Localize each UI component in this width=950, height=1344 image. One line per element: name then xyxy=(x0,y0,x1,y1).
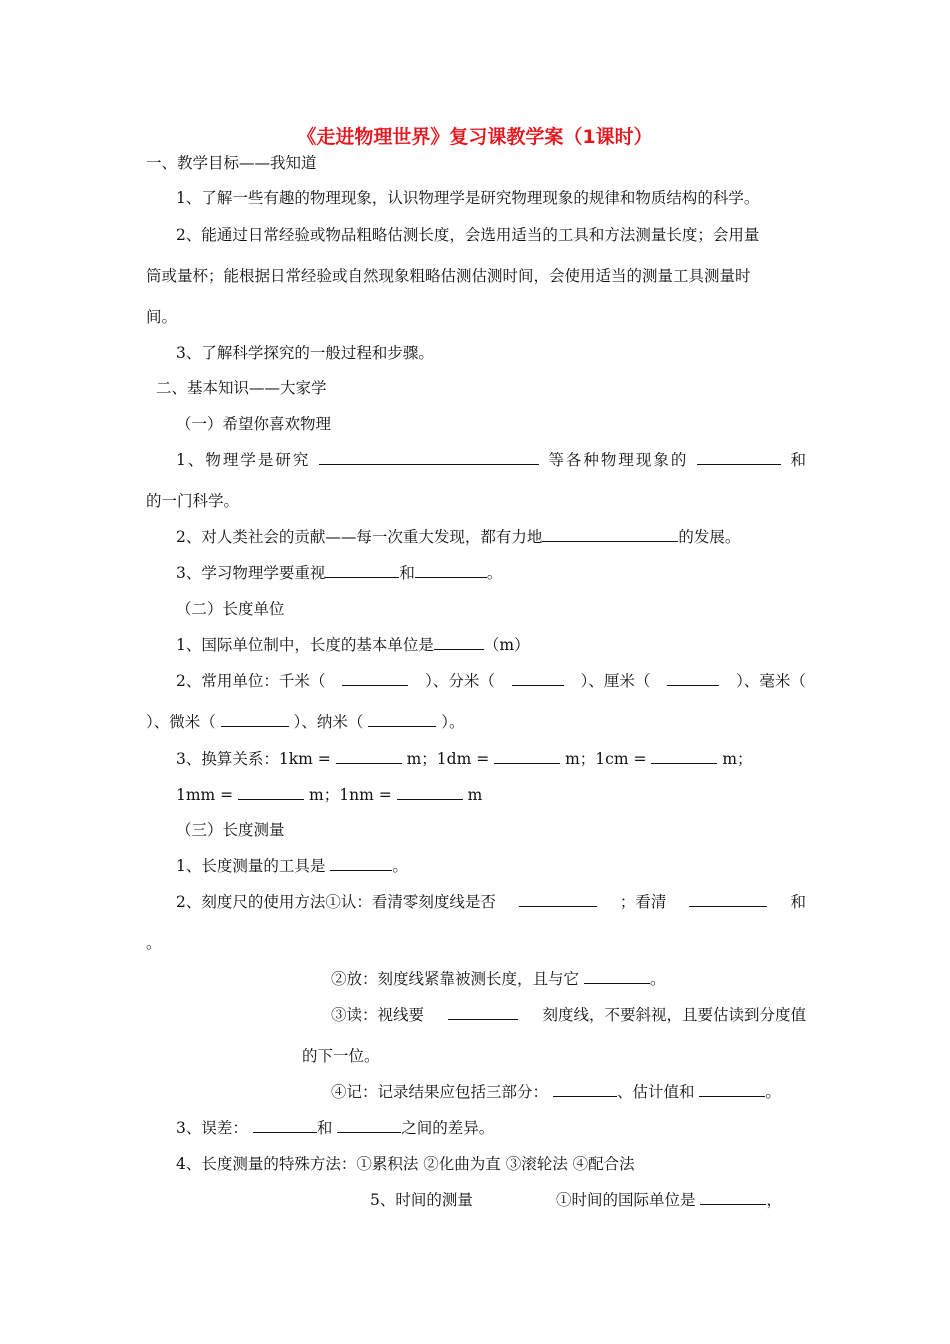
blank-field[interactable] xyxy=(330,856,392,871)
part2-q2-text-e: ）、微米（ xyxy=(146,713,216,731)
part2-q2-text-a: 2、常用单位：千米（ xyxy=(176,672,326,690)
blank-field[interactable] xyxy=(368,712,436,727)
blank-field[interactable] xyxy=(337,1118,401,1133)
part2-q3-text-a: 3、换算关系：1km = xyxy=(176,750,331,768)
blank-field[interactable] xyxy=(494,749,560,764)
part3-rec-text-a: ④记：记录结果应包括三部分： xyxy=(331,1083,549,1101)
blank-field[interactable] xyxy=(434,635,484,650)
part3-q2-text-c: 和 xyxy=(790,893,806,911)
part2-q2-line1 xyxy=(176,671,806,691)
section2-heading: 二、基本知识——大家学 xyxy=(156,379,327,397)
goal-item-2-line1: 2、能通过日常经验或物品粗略估测长度，会选用适当的工具和方法测量长度；会用量 xyxy=(176,226,760,244)
blank-field[interactable] xyxy=(397,785,463,800)
part3-q5-unit xyxy=(556,1190,782,1210)
blank-field[interactable] xyxy=(667,671,719,686)
part3-q2-read-line1 xyxy=(331,1005,806,1025)
part3-put-text-a: ②放：刻度线紧靠被测长度，且与它 xyxy=(331,970,580,988)
part3-rec-text-b: 、估计值和 xyxy=(616,1083,695,1101)
part1-q3-text-b: 和 xyxy=(399,564,415,582)
part3-q3-text-c: 之间的差异。 xyxy=(401,1119,495,1137)
part2-q3-line1 xyxy=(176,749,753,769)
part2-q2-text-c: ）、厘米（ xyxy=(580,672,651,690)
part2-q3-text-f: m；1nm = xyxy=(309,786,392,804)
part3-q2-text-a: 2、刻度尺的使用方法①认：看清零刻度线是否 xyxy=(176,893,496,911)
part2-q3-line2 xyxy=(176,785,482,805)
part2-q2-text-b: ）、分米（ xyxy=(425,672,495,690)
part3-q1-text-b: 。 xyxy=(392,857,408,875)
part3-heading: （三）长度测量 xyxy=(176,821,285,839)
part3-q2-line1 xyxy=(176,892,806,912)
part1-q3 xyxy=(176,563,502,583)
part1-q3-text-c: 。 xyxy=(486,564,503,582)
part3-q4: 4、长度测量的特殊方法：①累积法 ②化曲为直 ③滚轮法 ④配合法 xyxy=(176,1155,635,1173)
part1-heading: （一）希望你喜欢物理 xyxy=(176,415,332,433)
blank-field[interactable] xyxy=(253,1118,317,1133)
part3-q5-text-c: ， xyxy=(766,1191,782,1209)
blank-field[interactable] xyxy=(319,450,539,465)
part2-q3-text-b: m；1dm = xyxy=(406,750,490,768)
blank-field[interactable] xyxy=(700,1190,766,1205)
part2-heading: （二）长度单位 xyxy=(176,600,285,618)
part1-q2-text-a: 2、对人类社会的贡献——每一次重大发现，都有力地 xyxy=(176,528,543,546)
blank-field[interactable] xyxy=(221,712,289,727)
part2-q3-text-d: m； xyxy=(722,750,753,768)
part3-put-text-b: 。 xyxy=(649,970,666,988)
blank-field[interactable] xyxy=(342,671,408,686)
part2-q2-line2 xyxy=(146,712,465,732)
part1-q3-text-a: 3、学习物理学要重视 xyxy=(176,564,326,582)
blank-field[interactable] xyxy=(336,749,402,764)
part2-q1-text-b: （m） xyxy=(483,636,530,654)
goal-item-2-line3: 间。 xyxy=(146,308,178,326)
part3-q1-text-a: 1、长度测量的工具是 xyxy=(176,857,326,875)
section1-heading: 一、教学目标——我知道 xyxy=(146,154,317,172)
part2-q2-text-f: ）、纳米（ xyxy=(293,713,364,731)
goal-item-1: 1、了解一些有趣的物理现象，认识物理学是研究物理现象的规律和物质结构的科学。 xyxy=(176,189,760,207)
blank-field[interactable] xyxy=(542,527,678,542)
part3-q2-line2: 。 xyxy=(146,934,162,952)
blank-field[interactable] xyxy=(238,785,304,800)
part2-q2-text-g: ）。 xyxy=(441,713,465,731)
part3-q1 xyxy=(176,856,408,876)
part1-q1-text-a: 1、物理学是研究 xyxy=(176,451,311,469)
blank-field[interactable] xyxy=(553,1082,617,1097)
part2-q2-text-d: ）、毫米（ xyxy=(736,672,806,690)
goal-item-3: 3、了解科学探究的一般过程和步骤。 xyxy=(176,344,434,362)
part2-q3-text-c: m；1cm = xyxy=(565,750,647,768)
blank-field[interactable] xyxy=(325,563,399,578)
blank-field[interactable] xyxy=(519,892,597,907)
part3-q2-read-line2: 的下一位。 xyxy=(302,1047,380,1065)
part1-q1-line1 xyxy=(176,450,806,470)
page-title: 《走进物理世界》复习课教学案（1课时） xyxy=(297,126,653,148)
part1-q2 xyxy=(176,527,740,547)
part1-q2-text-b: 的发展。 xyxy=(678,528,741,546)
blank-field[interactable] xyxy=(699,1082,765,1097)
part3-q5-label: 5、时间的测量 xyxy=(370,1191,473,1209)
part3-q3-text-b: 和 xyxy=(316,1119,333,1137)
blank-field[interactable] xyxy=(448,1005,518,1020)
blank-field[interactable] xyxy=(697,450,781,465)
part1-q1-line2: 的一门科学。 xyxy=(146,492,240,510)
part3-q2-put xyxy=(331,969,665,989)
part3-rec-text-c: 。 xyxy=(765,1083,781,1101)
part3-q5-text-b: ①时间的国际单位是 xyxy=(556,1191,696,1209)
part3-q3-text-a: 3、误差： xyxy=(176,1119,248,1137)
blank-field[interactable] xyxy=(651,749,717,764)
part2-q1 xyxy=(176,635,530,655)
part2-q3-text-e: 1mm = xyxy=(176,786,234,804)
part3-q2-record xyxy=(331,1082,781,1102)
part2-q3-text-g: m xyxy=(467,786,483,804)
part1-q1-text-b: 等各种物理现象的 xyxy=(548,451,689,469)
part1-q1-text-c: 和 xyxy=(790,451,806,469)
goal-item-2-line2: 筒或量杯；能根据日常经验或自然现象粗略估测估测时间，会使用适当的测量工具测量时 xyxy=(146,267,751,285)
part3-read-text-b: 刻度线，不要斜视，且要估读到分度值 xyxy=(542,1006,806,1024)
part3-q3 xyxy=(176,1118,494,1138)
part2-q1-text-a: 1、国际单位制中，长度的基本单位是 xyxy=(176,636,434,654)
part3-read-text-a: ③读：视线要 xyxy=(331,1006,425,1024)
blank-field[interactable] xyxy=(415,563,487,578)
blank-field[interactable] xyxy=(584,969,650,984)
blank-field[interactable] xyxy=(512,671,564,686)
part3-q2-text-b: ；看清 xyxy=(619,893,667,911)
blank-field[interactable] xyxy=(689,892,767,907)
